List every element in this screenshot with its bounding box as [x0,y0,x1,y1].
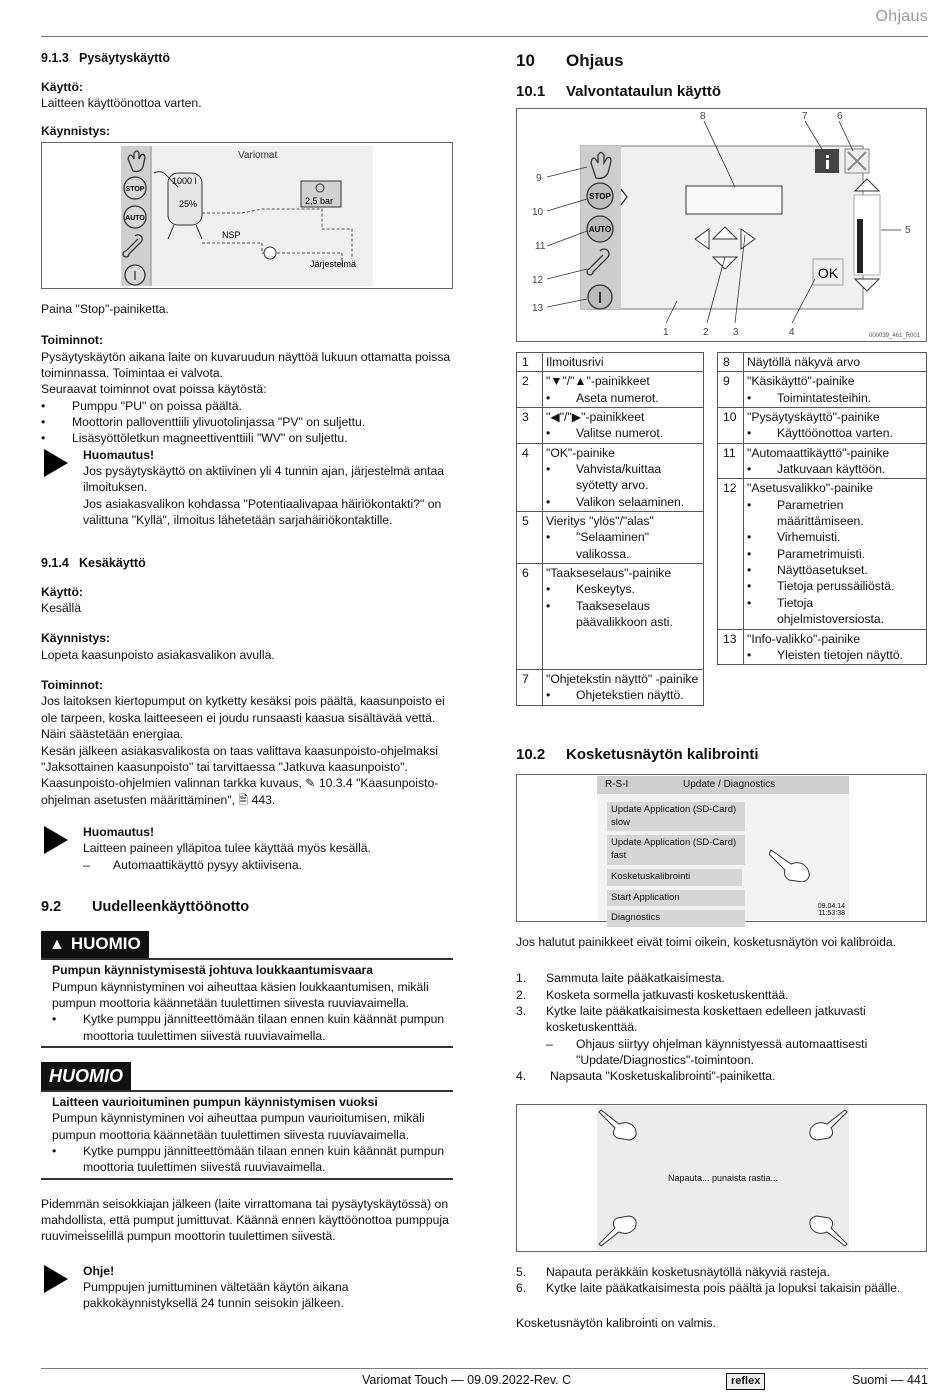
panel-stop-btn: STOP [589,192,611,201]
legend-row [718,629,927,665]
list-item: • Moottorin palloventtiili ylivuotolinjassa "PV" on suljettu. [41,415,366,430]
header-rule [41,36,928,37]
list-item: 1. Sammuta laite pääkatkaisimesta. [516,971,725,986]
footer-lang: Suomi [852,1373,888,1387]
warning-badge: HUOMIO [41,1062,131,1090]
note-arrow-icon [44,1265,68,1293]
legend-item: • Ohjetekstien näyttö. [546,688,684,703]
footer-rule [41,1368,928,1369]
svg-text:8: 8 [700,111,706,122]
legend-number: 1 [517,353,543,372]
diagnostics-menu-item[interactable]: Diagnostics [607,910,745,927]
diagnostics-menu-item[interactable]: Update Application (SD-Card) slow [607,802,745,831]
legend-item: • Näyttöasetukset. [747,563,868,578]
svg-text:7: 7 [802,111,808,122]
control-panel-diagram [517,109,926,341]
legend-item: • Yleisten tietojen näyttö. [747,647,904,662]
legend-number: 13 [718,629,744,665]
diagnostics-titlebar: R-S-I Update / Diagnostics [597,776,849,794]
svg-text:5: 5 [905,225,911,236]
left-column-2 [41,301,453,528]
legend-item: • Taakseselaus päävalikkoon asti. [546,598,673,630]
warning-badge: ▲ HUOMIO [41,931,149,958]
legend-row [718,372,927,408]
legend-item: • Parametrimuisti. [747,546,866,561]
page-number: — 441 [891,1373,928,1387]
start-label: Käynnistys: [41,124,111,139]
legend-row [517,443,704,511]
warning-2: HUOMIO Laitteen vaurioituminen pumpun käynnistymisen vuoksi Pumpun käynnistyminen voi aiheuttaa pumpun vaurioitumisen, mikäli pumpun moottoria käännetään tuulettimen siivesta ruuviavaimella. • Kytke pumppu jännitteettömään tilaan ennen kuin käännät pumpun moottoria tuulettimen siivestä ruuviavaimella. [41,1062,453,1180]
svg-text:1: 1 [663,327,669,338]
legend-item: • Parametrien määrittämiseen. [747,497,864,529]
functions-label: Toiminnot: [41,333,104,348]
list-item: 3. Kytke laite pääkatkaisimesta koskettaen edelleen jatkuvasti kosketuskenttää. [516,1004,866,1035]
svg-text:6: 6 [837,111,843,122]
right-column [516,50,928,102]
legend-row [517,512,704,564]
legend-item: • Keskeytys. [546,582,635,597]
calibration-steps-2: 5. Napauta peräkkäin kosketusnäytöllä näkyviä rasteja. 6. Kytke laite pääkatkaisimesta pois päältä ja lopuksi takaisin päälle. Kosketusnäytön kalibrointi on valmis. [516,1264,928,1331]
note-block: Huomautus! Jos pysäytyskäyttö on aktiivinen yli 4 tunnin ajan, järjestelmä antaa ilmoituksen. Jos asiakasvalikon kohdassa "Potentiaalivapaa häiriökontakti?" on valittuna "Kyllä", ilmoitus lähetetään sarjahäiriökontaktille. [41,447,453,529]
note-block: Huomautus! Laitteen paineen ylläpitoa tulee käyttää myös kesällä. – Automaattikäyttö pysyy aktiivisena. [41,824,453,873]
legend-table-left [516,352,704,706]
section-10-2-heading: 10.2 Kosketusnäytön kalibrointi [516,746,759,763]
svg-text:3: 3 [733,327,739,338]
legend-row [517,353,704,372]
legend-item: • Valikon selaaminen. [546,494,685,509]
note-arrow-icon [44,826,68,854]
list-item: 6. Kytke laite pääkatkaisimesta pois päältä ja lopuksi takaisin päälle. [516,1281,901,1296]
legend-title: "Asetusvalikko"-painike [747,481,873,496]
cross-reference[interactable]: Kaasunpoisto-ohjelmien valinnan tarkka kuvaus, ✎ 10.3.4 "Kaasunpoisto-ohjelman asetusten määrittäminen", 🗎 443. [41,776,439,807]
calibration-figure [516,1104,927,1252]
legend-title: Vieritys "ylös"/"alas" [546,514,654,529]
legend-title: "Automaattikäyttö"-painike [747,445,890,460]
fig-tank: 1000 l [172,176,197,186]
legend-number: 2 [517,372,543,408]
diagnostics-screen [597,776,849,924]
section-10-1-heading: 10.1 Valvontataulun käyttö [516,82,722,100]
calibration-screen: Napauta... punaista rastia... [597,1106,849,1250]
hand-pointer-icon [769,846,819,882]
fig-auto-btn: AUTO [125,215,145,222]
list-item: • Pumppu "PU" on poissa päältä. [41,398,242,413]
legend-title: "OK"-painike [546,445,615,460]
legend-number: 9 [718,372,744,408]
legend-title: "Taakseselaus"-painike [546,566,672,581]
legend-title: "Pysäytyskäyttö"-painike [747,410,880,425]
legend-title: "Ohjetekstin näyttö" -painike [546,672,699,687]
fig-pressure: 2,5 bar [305,196,334,206]
svg-text:10: 10 [532,207,544,218]
panel-ok-btn: OK [817,265,839,281]
svg-text:4: 4 [789,327,795,338]
fig-nsp: NSP [222,230,241,240]
fig-system: Järjestelmä [310,259,357,269]
fig-stop-btn: STOP [125,186,145,193]
legend-item: • Tietoja perussäiliöstä. [747,579,895,594]
legend-number: 11 [718,443,744,479]
legend-number: 4 [517,443,543,511]
update-diagnostics-figure [516,774,927,922]
legend-title: Näytöllä näkyvä arvo [747,355,861,369]
footer-doc: Variomat Touch — 09.09.2022-Rev. C [362,1373,572,1387]
svg-text:000039_461_R001: 000039_461_R001 [869,333,921,339]
section-9-2-heading: 9.2 Uudelleenkäyttöönotto [41,899,250,915]
legend-number: 7 [517,670,543,706]
section-9-2: 9.2 Uudelleenkäyttöönotto ▲ HUOMIO Pumpun käynnistymisestä johtuva loukkaantumisvaara Pumpun käynnistyminen voi aiheuttaa käsien loukkaantumisen, mikäli pumpun moottoria käännetään tuulettimen siivesta ruuviavaimella. • Kytke pumppu jännitteettömään tilaan ennen kuin käännät pumpun moottoria tuulettimen siivestä ruuviavaimella. HUOMIO Laitteen vaurioituminen pumpun käynnistymisen vuoksi Pumpun käynnistyminen voi aiheuttaa pumpun vaurioitumisen, mikäli pumpun moottoria käännetään tuulettimen siivesta ruuviavaimella. • Kytke pumppu jännitteettömään tilaan ennen kuin käännät pumpun moottoria tuulettimen siivestä ruuviavaimella. Pidemmän seisokkiajan jälkeen (laite virrattomana tai pysäytyskäytössä) on mahdollista, että pumput jumittuvat. Käännä ennen käyttöönottoa pumppuja ruuvimeisselillä pumpun moottorin tuulettimen siivestä. Ohje! Pumppujen jumittuminen vältetään käytön aikana pakkokäynnistyksellä 24 tunnin seisokin jälkeen. [41,898,453,1312]
legend-row [517,408,704,444]
legend-title: "Info-valikko"-painike [747,631,860,646]
legend-item: • Toimintatesteihin. [747,390,872,405]
functions-text-2: Seuraavat toiminnot ovat poissa käytöstä: [41,382,267,397]
section-9-1-4: 9.1.4 Kesäkäyttö Käyttö: Kesällä Käynnistys: Lopeta kaasunpoisto asiakasvalikon avulla. Toiminnot: Jos laitoksen kiertopumput on kytketty kesäksi pois päältä, kaasunpoisto ei ole tarpeen, koska laitteeseen ei joudu runsaasti kaasua sisältävää vettä. Näin säästetään energiaa. Kesän jälkeen asiakasvalikosta on taas valittava kaasunpoisto-ohjelmaksi "Jaksottainen kaasunpoisto" tai tarvittaessa "Jatkuva kaasunpoisto". Kaasunpoisto-ohjelmien valinnan tarkka kuvaus, ✎ 10.3.4 "Kaasunpoisto-ohjelman asetusten määrittäminen", 🗎 443. Huomautus! Laitteen paineen ylläpitoa tulee käyttää myös kesällä. – Automaattikäyttö pysyy aktiivisena. [41,555,453,873]
svg-text:2: 2 [703,327,709,338]
calibration-steps: Jos halutut painikkeet eivät toimi oikein, kosketusnäytön voi kalibroida. 1. Sammuta laite pääkatkaisimesta. 2. Kosketa sormella jatkuvasti kosketuskenttää. 3. Kytke laite pääkatkaisimesta koskettaen edelleen jatkuvasti kosketuskenttää. – Ohjaus siirtyy ohjelman käynnistyessä automaattisesti "Update/Diagnostics"-toimintoon. 4. Napsauta "Kosketuskalibrointi"-painiketta. [516,934,928,1085]
legend-item: • Valitse numerot. [546,426,664,441]
svg-text:12: 12 [532,275,544,286]
diagnostics-menu-item[interactable]: Start Application [607,890,745,907]
legend-number: 6 [517,564,543,670]
functions-text: Pysäytyskäytön aikana laite on kuvaruudun näyttöä lukuun ottamatta poissa toiminnassa. Toimintaa ei valvota. [41,349,451,381]
left-column [41,50,453,140]
legend-item: • Tietoja ohjelmistoversiosta. [747,595,885,627]
use-text: Laitteen käyttöönottoa varten. [41,96,202,111]
note-arrow-icon [44,449,68,477]
legend-title: "◀"/"▶"-painikkeet [546,410,645,425]
legend-item: • Vahvista/kuittaa syötetty arvo. [546,462,662,493]
legend-row [517,670,704,706]
warning-1: ▲ HUOMIO Pumpun käynnistymisestä johtuva loukkaantumisvaara Pumpun käynnistyminen voi aiheuttaa käsien loukkaantumisen, mikäli pumpun moottoria käännetään tuulettimen siivesta ruuviavaimella. • Kytke pumppu jännitteettömään tilaan ennen kuin käännät pumpun moottoria tuulettimen siivestä ruuviavaimella. [41,931,453,1047]
legend-row [718,408,927,444]
note-block: Ohje! Pumppujen jumittuminen vältetään käytön aikana pakkokäynnistyksellä 24 tunnin seisokin jälkeen. [41,1263,453,1312]
svg-text:11: 11 [535,241,546,252]
legend-number: 12 [718,479,744,629]
use-label: Käyttö: [41,79,83,94]
chapter-10-heading: 10 Ohjaus [516,51,624,70]
svg-text:9: 9 [536,173,542,184]
variomat-figure [41,142,453,289]
section-9-1-3-heading: 9.1.3 Pysäytyskäyttö [41,51,171,65]
legend-number: 10 [718,408,744,444]
legend-row [517,564,704,670]
legend-title: Ilmoitusrivi [546,355,604,369]
header-title: Ohjaus [875,8,928,25]
legend-item: • "Selaaminen" valikossa. [546,530,650,561]
list-item: • Lisäsyöttöletkun magneettiventtiili "WV" on suljettu. [41,431,348,446]
legend-number: 8 [718,353,744,372]
legend-number: 5 [517,512,543,564]
legend-row [718,353,927,372]
legend-item: • Aseta numerot. [546,390,659,405]
diagnostics-menu-item[interactable]: Update Application (SD-Card) fast [607,835,745,864]
legend-table-right [717,352,927,665]
legend-title: "▼"/"▲"-painikkeet [546,374,650,389]
warning-triangle-icon: ▲ [49,936,65,954]
variomat-diagram [42,143,452,288]
fig-caption: Paina "Stop"-painiketta. [41,302,169,316]
legend-row [517,372,704,408]
legend-row [718,479,927,629]
list-item: 5. Napauta peräkkäin kosketusnäytöllä näkyviä rasteja. [516,1265,830,1279]
fig-level: 25% [179,199,198,209]
legend-item: • Virhemuisti. [747,530,841,545]
svg-text:13: 13 [532,303,544,314]
list-item: 2. Kosketa sormella jatkuvasti kosketuskenttää. [516,987,789,1002]
diagnostics-clock: 09.04.14 11:53:38 [817,902,845,918]
reflex-logo: reflex [726,1373,765,1390]
diagnostics-menu-item[interactable]: Kosketuskalibrointi [607,869,742,886]
panel-auto-btn: AUTO [588,225,612,234]
legend-item: • Käyttöönottoa varten. [747,426,893,441]
fig-title: Variomat [238,150,278,161]
legend-item: • Jatkuvaan käyttöön. [747,462,886,477]
section-9-1-4-heading: 9.1.4 Kesäkäyttö [41,556,146,570]
legend-number: 3 [517,408,543,444]
legend-title: "Käsikäyttö"-painike [747,374,855,389]
control-panel-figure [516,108,927,342]
section-10-2-heading-wrap [516,745,928,765]
legend-row [718,443,927,479]
list-item: 4. Napsauta "Kosketuskalibrointi"-painiketta. [516,1069,776,1084]
